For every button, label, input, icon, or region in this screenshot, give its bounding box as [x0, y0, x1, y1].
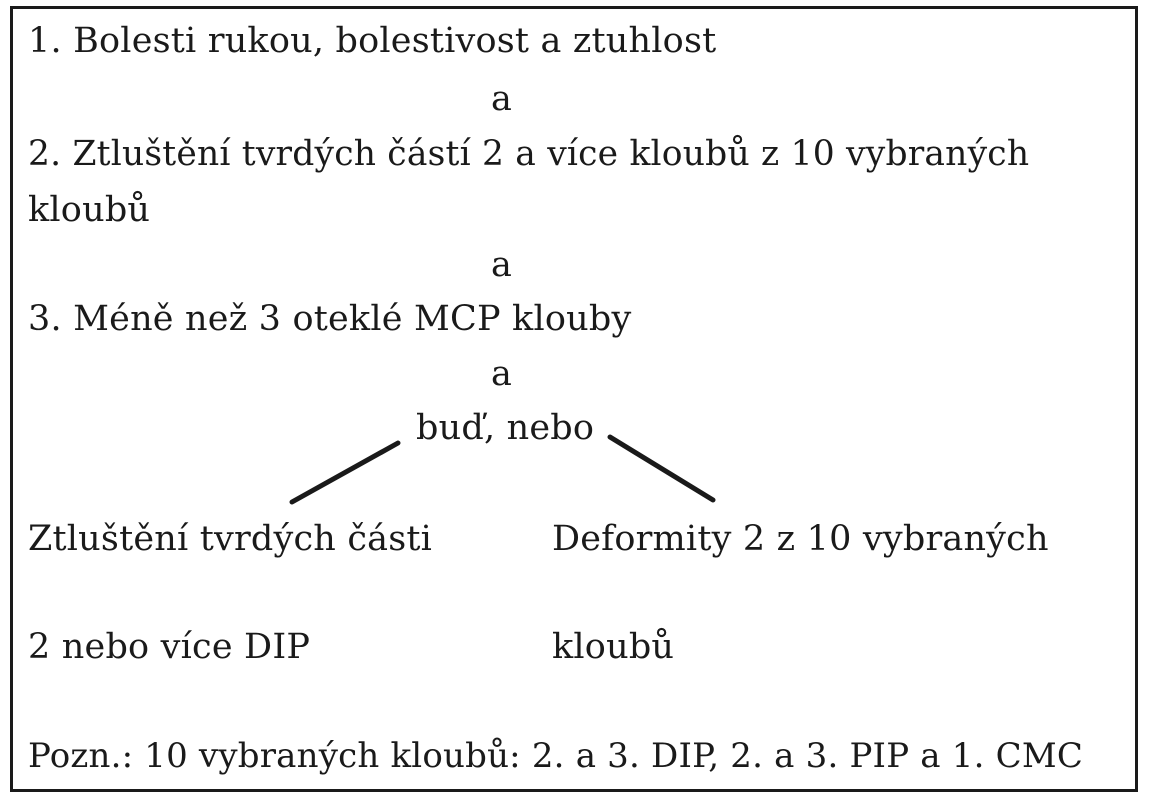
footnote: Pozn.: 10 vybraných kloubů: 2. a 3. DIP, 2. a 3. PIP a 1. CMC: [28, 736, 1084, 776]
criterion-2-line-1: 2. Ztluštění tvrdých částí 2 a více kloubů z 10 vybraných: [28, 134, 1030, 174]
left-branch-line-1: Ztluštění tvrdých části: [28, 519, 433, 559]
right-branch-line-1: Deformity 2 z 10 vybraných: [552, 519, 1049, 559]
left-branch-line: [292, 443, 398, 502]
and-connector-1: a: [491, 79, 513, 119]
left-branch-line-2: 2 nebo více DIP: [28, 627, 311, 667]
and-connector-3: a: [491, 354, 513, 394]
right-branch-line-2: kloubů: [552, 627, 675, 667]
either-or-label: buď, nebo: [416, 408, 595, 448]
and-connector-2: a: [491, 245, 513, 285]
right-branch-line: [610, 437, 713, 500]
criterion-1: 1. Bolesti rukou, bolestivost a ztuhlost: [28, 21, 717, 61]
criterion-3: 3. Méně než 3 oteklé MCP klouby: [28, 299, 632, 339]
criterion-2-line-2: kloubů: [28, 190, 151, 230]
